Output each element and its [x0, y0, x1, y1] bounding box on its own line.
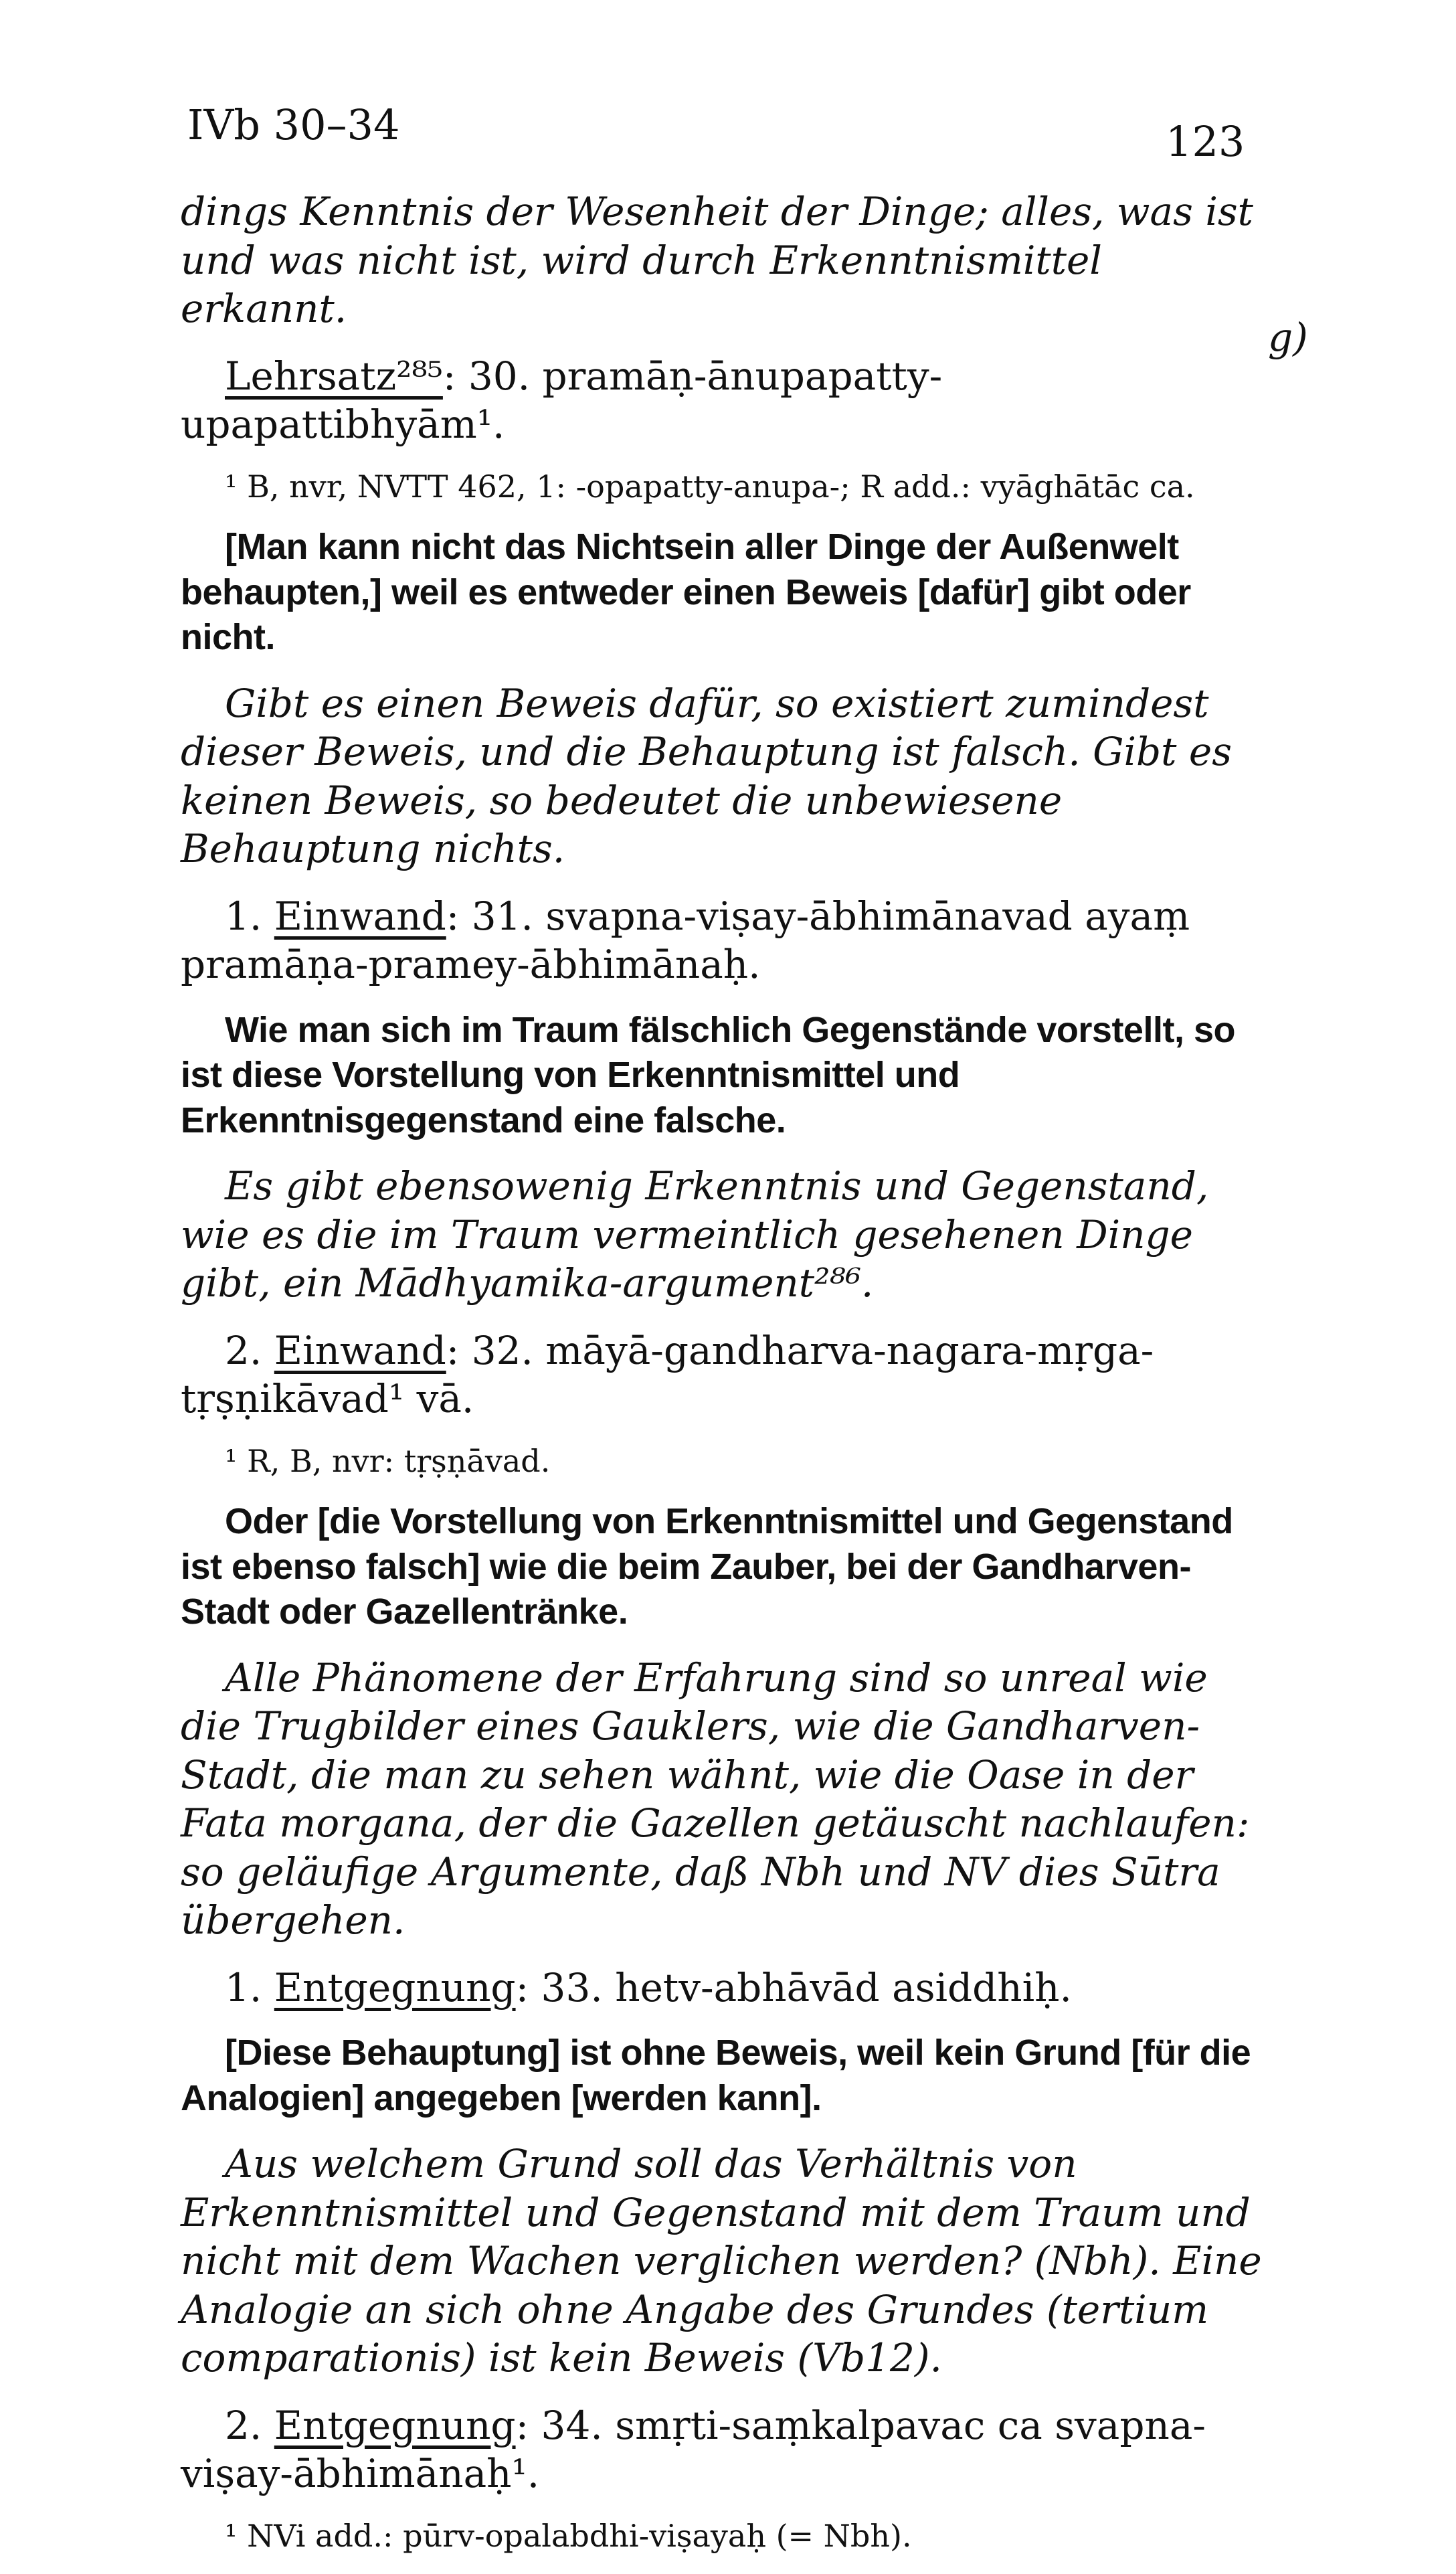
- translation-bold: Wie man sich im Traum fälschlich Gegenstände vorstellt, so ist diese Vorstellung von Erkenntnismittel und Erkenntnisgegenstand eine falsche.: [181, 1009, 1235, 1140]
- italic-commentary: dings Kenntnis der Wesenheit der Dinge; alles, was ist und was nicht ist, wird durch Erkenntnismittel erkannt.: [181, 189, 1253, 331]
- sutra-number-prefix: 2.: [225, 2402, 274, 2448]
- italic-commentary: Es gibt ebensowenig Erkenntnis und Gegenstand, wie es die im Traum vermeintlich gesehenen Dinge gibt, ein Mādhyamika-argument²⁸⁶.: [181, 1163, 1209, 1306]
- italic-commentary: Aus welchem Grund soll das Verhältnis von Erkenntnismittel und Gegenstand mit dem Traum und nicht mit dem Wachen verglichen werden? (Nbh). Eine Analogie an sich ohne Angabe des Grundes (tertium comparationis) ist kein Beweis (Vb12).: [181, 2141, 1262, 2381]
- sutra-text: : 31. svapna-viṣay-ābhimānavad ayaṃ pramāṇa-pramey-ābhimānaḥ.: [181, 893, 1190, 987]
- sutra-label: Entgegnung: [274, 1964, 516, 2010]
- sutra-number-prefix: 1.: [225, 893, 274, 939]
- sutra-32: [181, 1326, 1265, 1424]
- sutra-label: Einwand: [274, 893, 446, 939]
- footnote: ¹ B, nvr, NVTT 462, 1: -opapatty-anupa-; R add.: vyāghātāc ca.: [225, 468, 1195, 505]
- sutra-31: [181, 892, 1265, 989]
- sutra-text: : 33. hetv-abhāvād asiddhiḥ.: [515, 1964, 1072, 2010]
- sutra-label: Lehrsatz²⁸⁵: [225, 353, 443, 399]
- sutra-label: Einwand: [274, 1327, 446, 1373]
- page-number: 123: [1166, 117, 1245, 166]
- page-body: [181, 187, 1265, 2574]
- margin-note: g): [1268, 315, 1308, 360]
- italic-commentary: Alle Phänomene der Erfahrung sind so unreal wie die Trugbilder eines Gauklers, wie die Gandharven-Stadt, die man zu sehen wähnt, wie die Oase in der Fata morgana, der die Gazellen getäuscht nachlaufen: so geläufige Argumente, daß Nbh und NV dies Sūtra übergehen.: [181, 1654, 1250, 1943]
- sutra-text: : 30. pramāṇ-ānupapatty-upapattibhyām¹.: [181, 353, 943, 447]
- running-header-section: IVb 30–34: [187, 100, 400, 149]
- footnote: ¹ R, B, nvr: tṛṣṇāvad.: [225, 1442, 551, 1479]
- translation-bold: [Man kann nicht das Nichtsein aller Dinge der Außenwelt behaupten,] weil es entweder einen Beweis [dafür] gibt oder nicht.: [181, 527, 1191, 657]
- sutra-text: : 34. smṛti-saṃkalpavac ca svapna-viṣay-ābhimānaḥ¹.: [181, 2402, 1206, 2496]
- sutra-text: : 32. māyā-gandharva-nagara-mṛga-tṛṣṇikāvad¹ vā.: [181, 1327, 1154, 1422]
- footnote: ¹ NVi add.: pūrv-opalabdhi-viṣayaḥ (= Nbh).: [225, 2517, 912, 2554]
- translation-bold: Oder [die Vorstellung von Erkenntnismittel und Gegenstand ist ebenso falsch] wie die beim Zauber, bei der Gandharven-Stadt oder Gazellentränke.: [181, 1501, 1233, 1632]
- sutra-number-prefix: 2.: [225, 1327, 274, 1373]
- sutra-34: [181, 2401, 1265, 2498]
- sutra-33: [181, 1964, 1265, 2012]
- italic-commentary: Gibt es einen Beweis dafür, so existiert zumindest dieser Beweis, und die Behauptung ist falsch. Gibt es keinen Beweis, so bedeutet die unbewiesene Behauptung nichts.: [181, 680, 1232, 871]
- translation-bold: [Diese Behauptung] ist ohne Beweis, weil kein Grund [für die Analogien] angegeben [werden kann].: [181, 2033, 1251, 2118]
- sutra-label: Entgegnung: [274, 2402, 516, 2448]
- sutra-number-prefix: 1.: [225, 1964, 274, 2010]
- sutra-30: [181, 352, 1265, 449]
